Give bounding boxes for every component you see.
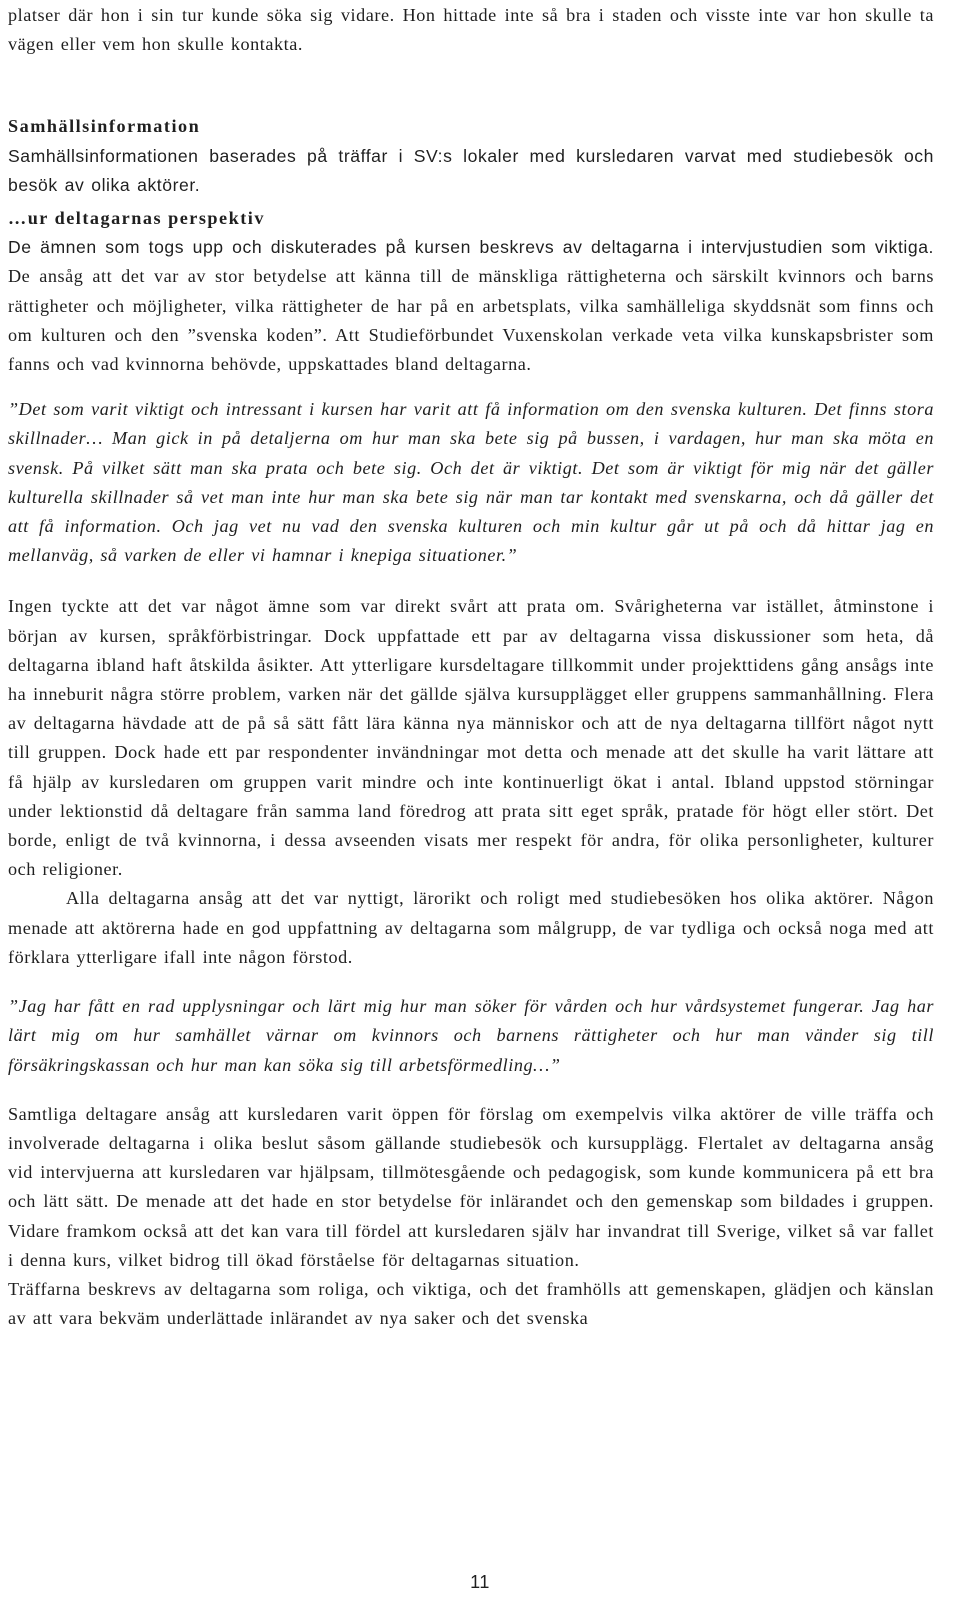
paragraph-ingen: Ingen tyckte att det var något ämne som var direkt svårt att prata om. Svårigheterna var istället, åtminstone i början av kursen, språkförbistringar. Dock uppfattade ett par av deltagarna vissa diskussioner som heta, då deltagarna ibland haft åtskilda åsikter. Att ytterligare kursdeltagare tillkommit under projekttidens gång ansågs inte ha inneburit några större problem, varken när det gällde själva kursupplägget eller gruppens sammanhållning. Flera av deltagarna hävdade att de på så sätt fått lära känna nya människor och att de nya deltagarna tillfört något nytt till gruppen. Dock hade ett par respondenter invändningar mot detta och menade att det skulle ha varit lättare att få hjälp av kursledaren om gruppen varit mindre och inte kontinuerligt ökat i antal. Ibland uppstod störningar under lektionstid då deltagare från samma land föredrog att prata sitt eget språk, pratade för högt eller stört. Det borde, enligt de två kvinnorna, i dessa avseenden visats mer respekt för andra, för olika personligheter, kulturer och religioner.	[8, 596, 934, 880]
paragraph-samtliga: Samtliga deltagare ansåg att kursledaren varit öppen för förslag om exempelvis vilka aktörer de ville träffa och involverade deltagarna i olika beslut såsom gällande studiebesök och kursupplägg. Flertalet av deltagarna ansåg vid intervjuerna att kursledaren var hjälpsam, tillmötesgående och pedagogisk, som kunde kommunicera på ett bra och lätt sätt. De menade att det hade en stor betydelse för inlärandet och den gemenskap som bildades i gruppen. Vidare framkom också att det kan vara till fördel att kursledaren själv har invandrat till Sverige, vilket så var fallet i denna kurs, vilket bidrog till ökad förståelse för deltagarnas situation.	[8, 1103, 934, 1270]
page-number: 11	[470, 1572, 490, 1592]
paragraph-samhallsinformation: Samhällsinformationen baserades på träffar i SV:s lokaler med kursledaren varvat med studiebesök och besök av olika aktörer.	[8, 145, 934, 195]
paragraph-traffarna: Träffarna beskrevs av deltagarna som roliga, och viktiga, och det framhölls att gemenskapen, glädjen och känslan av att vara bekväm underlättade inlärandet av nya saker och det svenska	[8, 1278, 934, 1329]
paragraph-intro: platser där hon i sin tur kunde söka sig vidare. Hon hittade inte så bra i staden och visste inte var hon skulle ta vägen eller vem hon skulle kontakta.	[8, 5, 934, 55]
paragraph-alla: Alla deltagarna ansåg att det var nyttigt, lärorikt och roligt med studiebesöken hos olika aktörer. Någon menade att aktörerna hade en god uppfattning av deltagarna som målgrupp, de var tydliga och också noga med att förklara ytterligare ifall inte någon förstod.	[8, 888, 934, 967]
heading-perspektiv: …ur deltagarnas perspektiv	[8, 208, 265, 229]
paragraph-perspektiv-body: De ansåg att det var av stor betydelse att känna till de mänskliga rättigheterna och särskilt kvinnors och barns rättigheter och möjligheter, vilka rättigheter de har på en arbetsplats, vilka samhälleliga skyddsnät som finns och om kulturen och den ”svenska koden”. Att Studieförbundet Vuxenskolan verkade veta vilka kunskapsbrister som fanns och vad kvinnorna behövde, uppskattades bland deltagarna.	[8, 266, 934, 375]
paragraph-perspektiv	[8, 233, 934, 379]
quote-upplysningar: ”Jag har fått en rad upplysningar och lärt mig hur man söker för vården och hur vårdsystemet fungerar. Jag har lärt mig om hur samhället värnar om kvinnors och barnens rättigheter och hur man vänder sig till försäkringskassan och hur man kan söka sig till arbetsförmedling…”	[8, 996, 934, 1075]
paragraph-perspektiv-lead: De ämnen som togs upp och diskuterades på kursen beskrevs av deltagarna i intervjustudien som viktiga.	[8, 237, 934, 258]
quote-kulturen: ”Det som varit viktigt och intressant i kursen har varit att få information om den svenska kulturen. Det finns stora skillnader… Man gick in på detaljerna om hur man ska bete sig på bussen, i vardagen, hur man ska möta en svensk. På vilket sätt man ska prata och bete sig. Och det är viktigt. Det som är viktigt för mig när det gäller kulturella skillnader så vet man inte hur man ska bete sig när man tar kontakt med svenskarna, och då gäller det att få information. Och jag vet nu vad den svenska kulturen och min kultur går ut på och då hittar jag en mellanväg, så varken de eller vi hamnar i knepiga situationer.”	[8, 399, 934, 566]
heading-samhallsinformation: Samhällsinformation	[8, 116, 201, 137]
